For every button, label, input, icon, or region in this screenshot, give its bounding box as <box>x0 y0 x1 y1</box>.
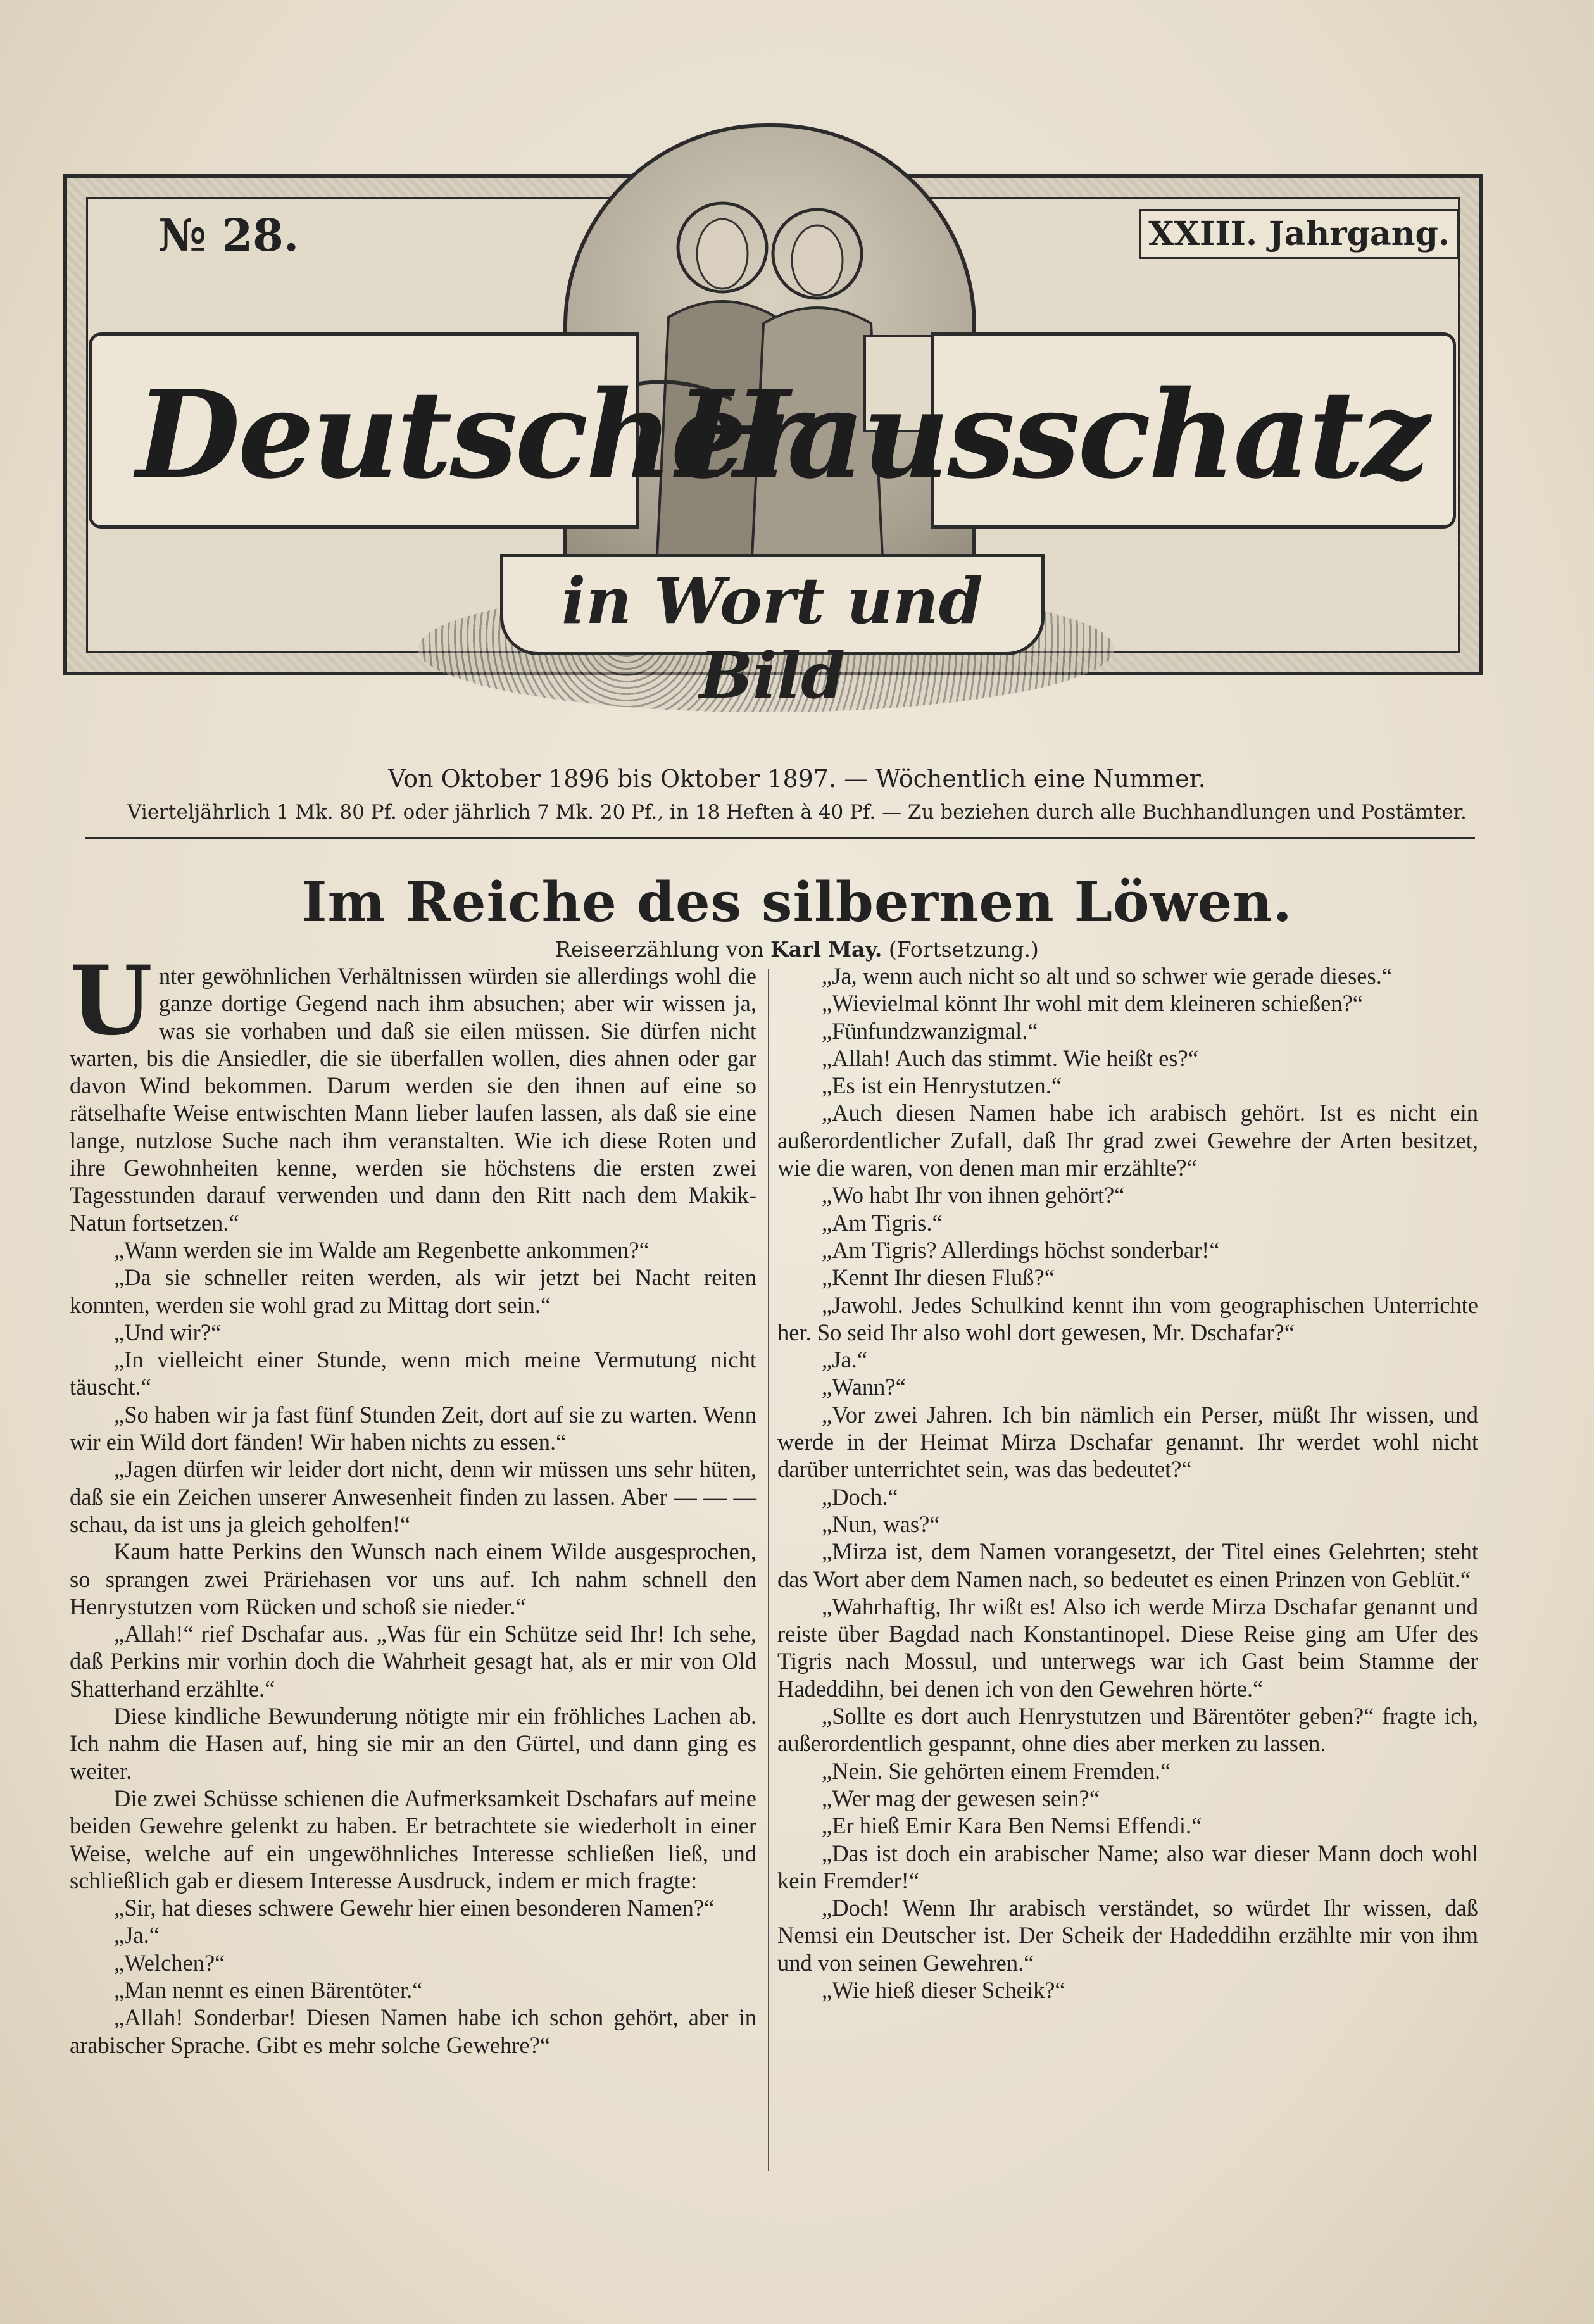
paragraph: „Jawohl. Jedes Schulkind kennt ihn vom geographischen Unterrichte her. So seid Ihr also wohl dort gewesen, Mr. Dschafar?“ <box>777 1291 1478 1345</box>
paragraph: „Kennt Ihr diesen Fluß?“ <box>822 1264 1055 1291</box>
paragraph: „So haben wir ja fast fünf Stunden Zeit, dort auf sie zu warten. Wenn wir ein Wild dort fänden! Wir haben nichts zu essen.“ <box>70 1401 756 1455</box>
paragraph: „Nun, was?“ <box>822 1511 940 1537</box>
paragraph: Die zwei Schüsse schienen die Aufmerksamkeit Dschafars auf meine beiden Gewehre gelenkt zu haben. Er betrachtete sie wiederholt in einer Weise, welche auf ein ungewöhnliches Interesse schließen ließ, und schließlich gab er diesem Interesse Ausdruck, indem er mich fragte: <box>70 1785 756 1894</box>
byline-prefix: Reiseerzählung von <box>555 937 771 962</box>
header-rule <box>85 837 1475 843</box>
paragraph: „Vor zwei Jahren. Ich bin nämlich ein Perser, müßt Ihr wissen, und werde in der Heimat Mirza Dschafar genannt. Ihr werdet wohl nicht darüber unterrichtet sein, was das bedeutet?“ <box>777 1401 1478 1483</box>
paragraph: „Er hieß Emir Kara Ben Nemsi Effendi.“ <box>822 1812 1202 1839</box>
article-title: Im Reiche des silbernen Löwen. <box>301 870 1293 934</box>
title-banner <box>89 332 1456 522</box>
masthead <box>63 117 1475 750</box>
paragraph: „Nein. Sie gehörten einem Fremden.“ <box>822 1757 1171 1784</box>
paragraph: „Wer mag der gewesen sein?“ <box>822 1785 1100 1811</box>
title-banner-left <box>89 332 806 529</box>
masthead-title-right: Hausschatz <box>675 364 1428 505</box>
volume-label: XXIII. Jahrgang. <box>1139 209 1459 259</box>
paragraph: „Ja, wenn auch nicht so alt und so schwer wie gerade dieses.“ <box>822 963 1393 989</box>
paragraph: „Fünfundzwanzigmal.“ <box>822 1017 1038 1044</box>
paragraph: „Es ist ein Henrystutzen.“ <box>822 1072 1062 1099</box>
paragraph: „Wann werden sie im Walde am Regenbette ankommen?“ <box>114 1236 650 1263</box>
paragraph: „Wahrhaftig, Ihr wißt es! Also ich werde Mirza Dschafar genannt und reiste über Bagdad nach Konstantinopel. Diese Reise ging am Ufer des Tigris nach Mossul, und unterwegs war ich Gast beim Stamme der Hadeddihn, bei denen ich von den Gewehren hörte.“ <box>777 1593 1478 1702</box>
paragraph: „Allah! Auch das stimmt. Wie heißt es?“ <box>822 1045 1198 1071</box>
paragraph: „Sir, hat dieses schwere Gewehr hier einen besonderen Namen?“ <box>114 1895 715 1921</box>
article-byline <box>0 937 1594 962</box>
byline-suffix: (Fortsetzung.) <box>882 937 1039 962</box>
paragraph-text: nter gewöhnlichen Verhältnissen würden sie allerdings wohl die ganze dortige Gegend nach ihm absuchen; aber wir wissen ja, was sie vorhaben und daß sie eilen müssen. Sie dürfen nicht warten, bis die Ansiedler, die sie überfallen wollen, dies ahnen oder gar davon Wind bekommen. Darum werden sie den ihnen auf eine so rätselhafte Weise entwischten Mann lieber laufen lassen, als daß sie eine lange, nutzlose Suche nach ihm veranstalten. Wie ich diese Roten und ihre Gewohnheiten kenne, werden sie höchstens die ersten zwei Tagesstunden darauf verwenden und dann den Ritt nach dem Makik-Natun fortsetzen.“ <box>70 963 756 1236</box>
masthead-title-left: Deutscher <box>136 364 806 505</box>
subscription-info: Vierteljährlich 1 Mk. 80 Pf. oder jährlich 7 Mk. 20 Pf., in 18 Heften à 40 Pf. — Zu beziehen durch alle Buchhandlungen und Postämter. <box>127 801 1467 824</box>
paragraph: „Sollte es dort auch Henrystutzen und Bärentöter geben?“ fragte ich, außerordentlich gespannt, ohne dies aber merken zu lassen. <box>777 1703 1478 1757</box>
paragraph: Diese kindliche Bewunderung nötigte mir ein fröhliches Lachen ab. Ich nahm die Hasen auf, hing sie mir an den Gürtel, und dann ging es weiter. <box>70 1703 756 1784</box>
paragraph: Kaum hatte Perkins den Wunsch nach einem Wilde ausgesprochen, so sprangen zwei Präriehasen vor uns auf. Ich nahm schnell den Henrystutzen vom Rücken und schoß sie nieder.“ <box>70 1538 756 1619</box>
column-divider <box>768 969 769 2171</box>
paragraph: „Allah!“ rief Dschafar aus. „Was für ein Schütze seid Ihr! Ich sehe, daß Perkins mir vorhin doch die Wahrheit gesagt hat, als er mir von Old Shatterhand erzählte.“ <box>70 1621 756 1702</box>
paragraph: „Wie hieß dieser Scheik?“ <box>822 1976 1065 2003</box>
paragraph: „Ja.“ <box>822 1347 867 1373</box>
paragraph: „Auch diesen Namen habe ich arabisch gehört. Ist es nicht ein außerordentlicher Zufall, daß Ihr grad zwei Gewehre der Arten besitzet, wie die waren, von denen man mir erzählte?“ <box>777 1100 1478 1181</box>
article-column-right <box>777 962 1478 2004</box>
issue-number: № 28. <box>158 209 299 261</box>
paragraph: „Welchen?“ <box>114 1949 225 1976</box>
publication-period: Von Oktober 1896 bis Oktober 1897. — Wöchentlich eine Nummer. <box>388 765 1206 793</box>
subtitle-ribbon <box>500 554 1045 713</box>
paragraph: „Wievielmal könnt Ihr wohl mit dem kleineren schießen?“ <box>822 990 1363 1017</box>
paragraph: „Jagen dürfen wir leider dort nicht, denn wir müssen uns sehr hüten, daß sie ein Zeichen unserer Anwesenheit finden zu lassen. Aber — — — schau, da ist uns ja gleich geholfen!“ <box>70 1456 756 1537</box>
paragraph: „Man nennt es einen Bärentöter.“ <box>114 1976 423 2003</box>
paragraph: „Das ist doch ein arabischer Name; also war dieser Mann doch wohl kein Fremder!“ <box>777 1840 1478 1894</box>
paragraph: „Doch! Wenn Ihr arabisch verständet, so würdet Ihr wissen, daß Nemsi ein Deutscher ist. Der Scheik der Hadeddihn erzählte mir von ihm und von seinen Gewehren.“ <box>777 1895 1478 1976</box>
paragraph: „Mirza ist, dem Namen vorangesetzt, der Titel eines Gelehrten; steht das Wort aber dem Namen nach, so bedeutet es einen Prinzen von Geblüt.“ <box>777 1538 1478 1592</box>
paragraph: „Am Tigris? Allerdings höchst sonderbar!“ <box>822 1236 1220 1263</box>
paragraph: „Allah! Sonderbar! Diesen Namen habe ich schon gehört, aber in arabischer Sprache. Gibt es mehr solche Gewehre?“ <box>70 2004 756 2058</box>
paragraph: „Am Tigris.“ <box>822 1209 943 1236</box>
masthead-subtitle: in Wort und Bild <box>562 563 983 713</box>
paragraph: „In vielleicht einer Stunde, wenn mich meine Vermutung nicht täuscht.“ <box>70 1347 756 1400</box>
title-banner-right <box>675 332 1456 529</box>
author-name: Karl May. <box>770 937 882 962</box>
paragraph: „Wann?“ <box>822 1374 906 1400</box>
paragraph: „Wo habt Ihr von ihnen gehört?“ <box>822 1182 1125 1209</box>
paragraph: „Und wir?“ <box>114 1319 222 1345</box>
paragraph: „Doch.“ <box>822 1483 898 1510</box>
drop-cap: U <box>70 945 153 1057</box>
paragraph: „Da sie schneller reiten werden, als wir jetzt bei Nacht reiten konnten, werden sie wohl grad zu Mittag dort sein.“ <box>70 1264 756 1318</box>
paragraph: „Ja.“ <box>114 1922 160 1949</box>
